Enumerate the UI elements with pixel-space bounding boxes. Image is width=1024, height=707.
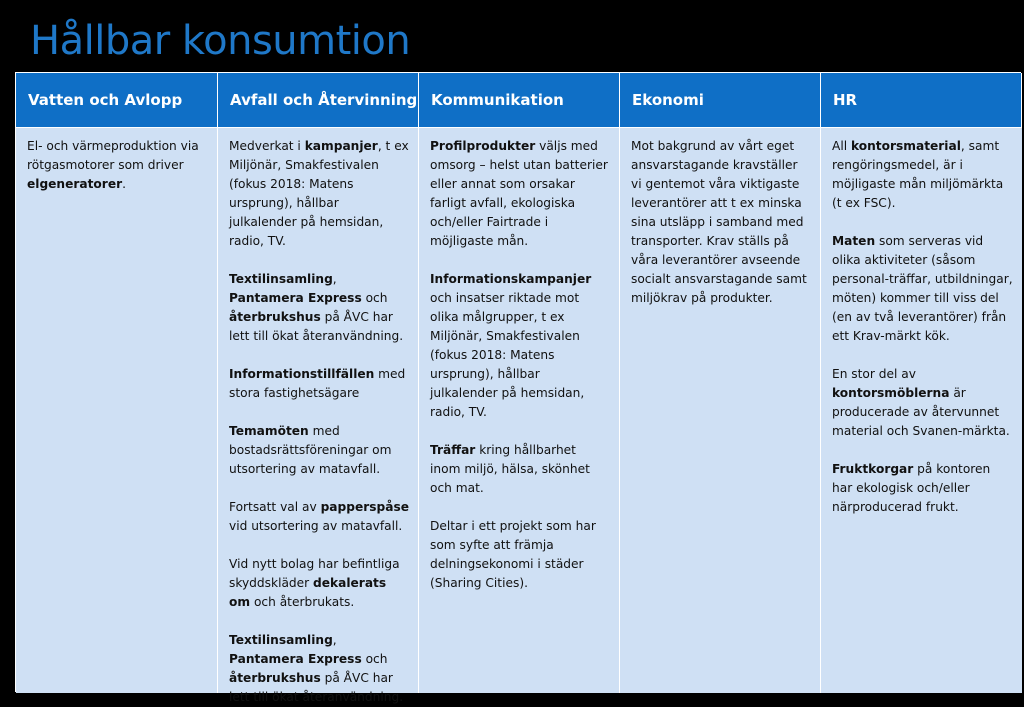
text-run: kring hållbarhet inom miljö, hälsa, skönhet och mat.: [430, 443, 590, 495]
slide-title: Hållbar konsumtion: [30, 18, 411, 64]
bold-text: Träffar: [430, 443, 476, 457]
text-run: Vid nytt bolag har befintliga skyddskläder: [229, 557, 400, 590]
bold-text: papperspåse: [320, 500, 409, 514]
text-run: och återbrukats.: [250, 595, 355, 609]
bold-text: Textilinsamling: [229, 272, 333, 286]
bold-text: kampanjer: [304, 139, 378, 153]
text-run: En stor del av: [832, 367, 916, 381]
cell-paragraph: [229, 498, 409, 536]
text-run: , samt rengöringsmedel, är i möjligaste mån miljömärkta (t ex FSC).: [832, 139, 1004, 210]
bold-text: kontorsmaterial: [850, 139, 961, 153]
bold-text: Maten: [832, 234, 876, 248]
text-run: med bostadsrättsföreningar om utsortering av matavfall.: [229, 424, 392, 476]
cell-paragraph: [832, 460, 1013, 517]
cell-paragraph: [430, 517, 610, 593]
bold-text: kontorsmöblerna: [832, 386, 950, 400]
bold-text: återbrukshus: [229, 671, 321, 685]
text-run: , t ex Miljönär, Smakfestivalen (fokus 2018: Matens ursprung), hållbar julkalender på hemsidan, radio, TV.: [229, 139, 409, 248]
bold-text: Informationstillfällen: [229, 367, 375, 381]
bold-text: Pantamera Express: [229, 652, 362, 666]
cell-paragraph: [229, 555, 409, 612]
bold-text: Pantamera Express: [229, 291, 362, 305]
cell-vatten-och-avlopp: [16, 127, 218, 693]
cell-paragraph: [229, 137, 409, 251]
content-table: [15, 72, 1021, 704]
cell-paragraph: [229, 270, 409, 346]
text-run: El- och värmeproduktion via rötgasmotorer som driver: [27, 139, 199, 172]
text-run: Medverkat i: [229, 139, 305, 153]
bold-text: Profilprodukter: [430, 139, 536, 153]
text-run: med stora fastighetsägare: [229, 367, 406, 400]
cell-paragraph: [430, 270, 610, 422]
cell-paragraph: [27, 137, 208, 194]
bold-text: Textilinsamling: [229, 633, 333, 647]
bold-text: Temamöten: [229, 424, 309, 438]
header-avfall-och-atervinning: Avfall och Återvinning: [218, 73, 419, 127]
bold-text: dekalerats om: [229, 576, 387, 609]
text-run: på ÅVC har lett till ökat återanvändning.: [229, 310, 404, 343]
text-run: ,: [332, 272, 337, 286]
text-run: är producerade av återvunnet material och Svanen-märkta.: [832, 386, 1010, 438]
header-ekonomi: Ekonomi: [620, 73, 821, 127]
bold-text: elgeneratorer: [27, 177, 123, 191]
cell-paragraph: [229, 631, 409, 707]
text-run: Mot bakgrund av vårt eget ansvarstagande kravställer vi gentemot våra viktigaste leverantörer att t ex minska sina utsläpp i samband med transporter. Krav ställs på våra leverantörer avseende socialt ansvarstagande samt miljökrav på produkter.: [631, 139, 807, 305]
header-vatten-och-avlopp: Vatten och Avlopp: [16, 73, 218, 127]
text-run: och insatser riktade mot olika målgrupper, t ex Miljönär, Smakfestivalen (fokus 2018: Matens ursprung), hållbar julkalender på hemsidan, radio, TV.: [430, 291, 585, 419]
cell-ekonomi: [620, 127, 821, 693]
text-run: på kontoren har ekologisk och/eller närproducerad frukt.: [832, 462, 991, 514]
bold-text: återbrukshus: [229, 310, 321, 324]
cell-paragraph: [832, 137, 1013, 213]
text-run: och: [361, 291, 388, 305]
text-run: som serveras vid olika aktiviteter (såsom personal-träffar, utbildningar, möten) kommer till viss del (en av två leverantörer) från ett Krav-märkt kök.: [832, 234, 1013, 343]
cell-paragraph: [430, 137, 610, 251]
header-kommunikation: Kommunikation: [419, 73, 620, 127]
cell-paragraph: [229, 422, 409, 479]
cell-paragraph: [832, 232, 1013, 346]
text-run: Deltar i ett projekt som har som syfte att främja delningsekonomi i städer (Sharing Cities).: [430, 519, 596, 590]
cell-kommunikation: [419, 127, 620, 693]
text-run: Fortsatt val av: [229, 500, 321, 514]
text-run: väljs med omsorg – helst utan batterier eller annat som orsakar farligt avfall, ekologiska och/eller Fairtrade i möjligaste mån.: [430, 139, 608, 248]
cell-paragraph: [631, 137, 811, 308]
text-run: .: [122, 177, 126, 191]
header-hr: HR: [821, 73, 1022, 127]
cell-paragraph: [229, 365, 409, 403]
cell-avfall-och-atervinning: [218, 127, 419, 704]
cell-hr: [821, 127, 1022, 693]
bold-text: Fruktkorgar: [832, 462, 914, 476]
cell-paragraph: [430, 441, 610, 498]
text-run: och: [361, 652, 388, 666]
bold-text: Informationskampanjer: [430, 272, 592, 286]
cell-paragraph: [832, 365, 1013, 441]
text-run: vid utsortering av matavfall.: [229, 519, 403, 533]
text-run: på ÅVC har lett till ökat återanvändning.: [229, 671, 404, 704]
text-run: All: [832, 139, 851, 153]
text-run: ,: [332, 633, 337, 647]
